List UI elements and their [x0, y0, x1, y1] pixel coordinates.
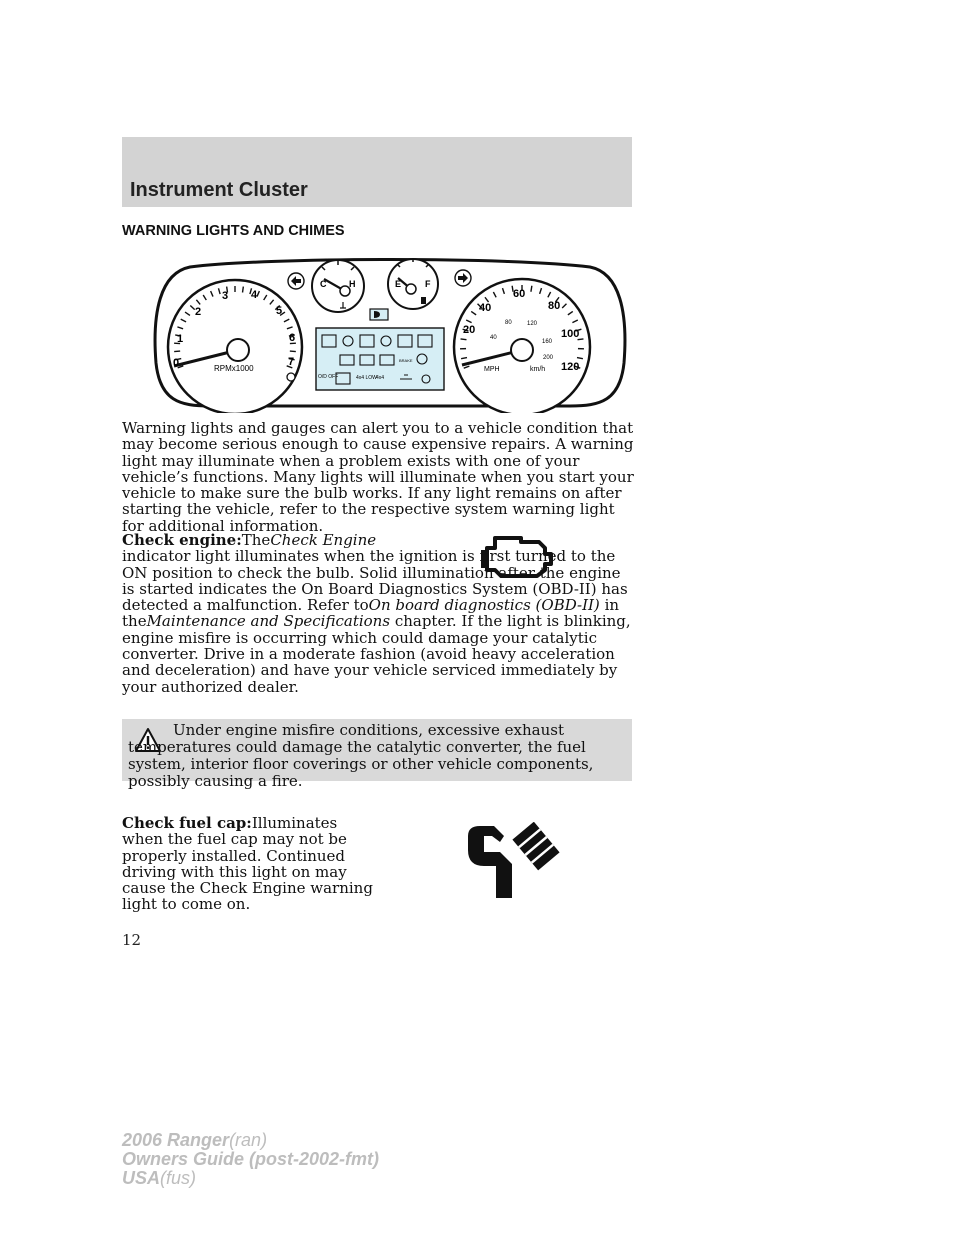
- speed-tick-mark: [531, 286, 532, 292]
- tach-tick-3: 3: [222, 290, 229, 302]
- check-engine-ref-1: Check Engine: [270, 531, 377, 549]
- tachometer-hub: [227, 339, 249, 361]
- chapter-header: [122, 137, 632, 207]
- tach-tick-mark: [243, 287, 244, 293]
- od-off-indicator: O/D OFF: [318, 374, 339, 380]
- speed-tick-mark: [461, 339, 467, 340]
- kmh-tick-40: 40: [490, 335, 497, 341]
- check-engine-paragraph: [122, 532, 637, 695]
- footer-guide: Owners Guide (post-2002-fmt): [122, 1149, 380, 1169]
- tach-label: RPMx1000: [214, 364, 254, 373]
- mph-tick-20: 20: [463, 324, 476, 336]
- check-fuel-cap-paragraph: [122, 815, 382, 913]
- mph-tick-100: 100: [561, 328, 580, 340]
- footer-model: 2006 Ranger: [122, 1130, 230, 1150]
- fuel-pump-small-icon: [421, 297, 426, 304]
- mph-tick-120: 120: [561, 361, 580, 373]
- mph-tick-40: 40: [479, 302, 492, 314]
- check-engine-text-3: in the: [122, 596, 620, 631]
- kmh-tick-80: 80: [505, 320, 512, 326]
- mph-label: MPH: [484, 366, 500, 373]
- four-by-four-indicator: 4x4: [376, 375, 385, 381]
- brake-indicator: BRAKE: [399, 358, 413, 363]
- speedometer-hub: [511, 339, 533, 361]
- section-title: WARNING LIGHTS AND CHIMES: [122, 223, 345, 239]
- kmh-tick-200: 200: [543, 355, 554, 361]
- intro-paragraph: Warning lights and gauges can alert you to a vehicle condition that may become serious enough to cause expensive repairs. A warning light may illuminate when a problem exists with one of your vehicle’s functions. Many lights will illuminate when you start your vehicle to make sure the bulb works. If any light remains on after starting the vehicle, refer to the respective system warning light for additional information.: [122, 419, 634, 535]
- warning-box: [122, 719, 632, 790]
- temp-low-label: C: [320, 279, 327, 289]
- check-engine-text-2: indicator light illuminates when the ignition is first turned to the ON position to check the bulb. Solid illumination after the engine is started indicates the On Board Diagnostics System (OBD-II) has detected a malfunction. Refer to: [122, 547, 628, 615]
- chapter-title: Instrument Cluster: [130, 179, 308, 201]
- check-engine-ref-3: Maintenance and Specifications: [146, 612, 391, 631]
- temp-high-label: H: [349, 279, 356, 289]
- reset-knob: [287, 373, 295, 381]
- fuel-full-label: F: [425, 279, 431, 289]
- kmh-tick-120: 120: [527, 321, 538, 327]
- four-low-indicator: 4x4 LOW: [356, 375, 377, 381]
- tach-tick-0: 0: [173, 357, 180, 369]
- kmh-label: km/h: [530, 366, 546, 373]
- tach-tick-7: 7: [288, 356, 295, 368]
- tach-tick-4: 4: [251, 289, 258, 301]
- tach-tick-6: 6: [289, 332, 296, 344]
- check-engine-text-4: chapter. If the light is blinking, engine misfire is occurring which could damage your catalytic converter. Drive in a moderate fashion (avoid heavy acceleration and deceleration) and have your vehicle serviced immediately by your authorized dealer.: [122, 612, 631, 696]
- page-number: 12: [122, 931, 142, 949]
- instrument-cluster-drawing: [150, 253, 630, 413]
- mph-tick-80: 80: [548, 300, 561, 312]
- check-fuel-cap-label: Check fuel cap:: [122, 814, 252, 832]
- footer-market: USA: [122, 1168, 161, 1188]
- tach-tick-1: 1: [177, 333, 184, 345]
- footer-watermark: [122, 1131, 379, 1188]
- check-engine-text-1: The: [241, 531, 271, 549]
- fuel-empty-label: E: [395, 279, 402, 289]
- mph-tick-60: 60: [513, 288, 526, 300]
- tach-tick-2: 2: [195, 306, 202, 318]
- footer-market-code: (fus): [160, 1168, 197, 1188]
- check-engine-ref-2: On board diagnostics (OBD-II): [368, 596, 600, 615]
- kmh-tick-160: 160: [542, 339, 553, 345]
- tach-tick-5: 5: [276, 305, 283, 317]
- footer-model-code: (ran): [229, 1130, 268, 1150]
- warning-text: Under engine misfire conditions, excessive exhaust temperatures could damage the catalytic converter, the fuel system, interior floor coverings or other vehicle components, possibly causing a fire.: [128, 721, 594, 790]
- check-engine-label: Check engine:: [122, 531, 242, 549]
- instrument-cluster-illustration: [150, 253, 630, 413]
- check-fuel-cap-text: Illuminates when the fuel cap may not be properly installed. Continued driving with this light on may cause the Check Engine warning light to come on.: [122, 814, 373, 914]
- fuel-cap-icon: [466, 822, 560, 900]
